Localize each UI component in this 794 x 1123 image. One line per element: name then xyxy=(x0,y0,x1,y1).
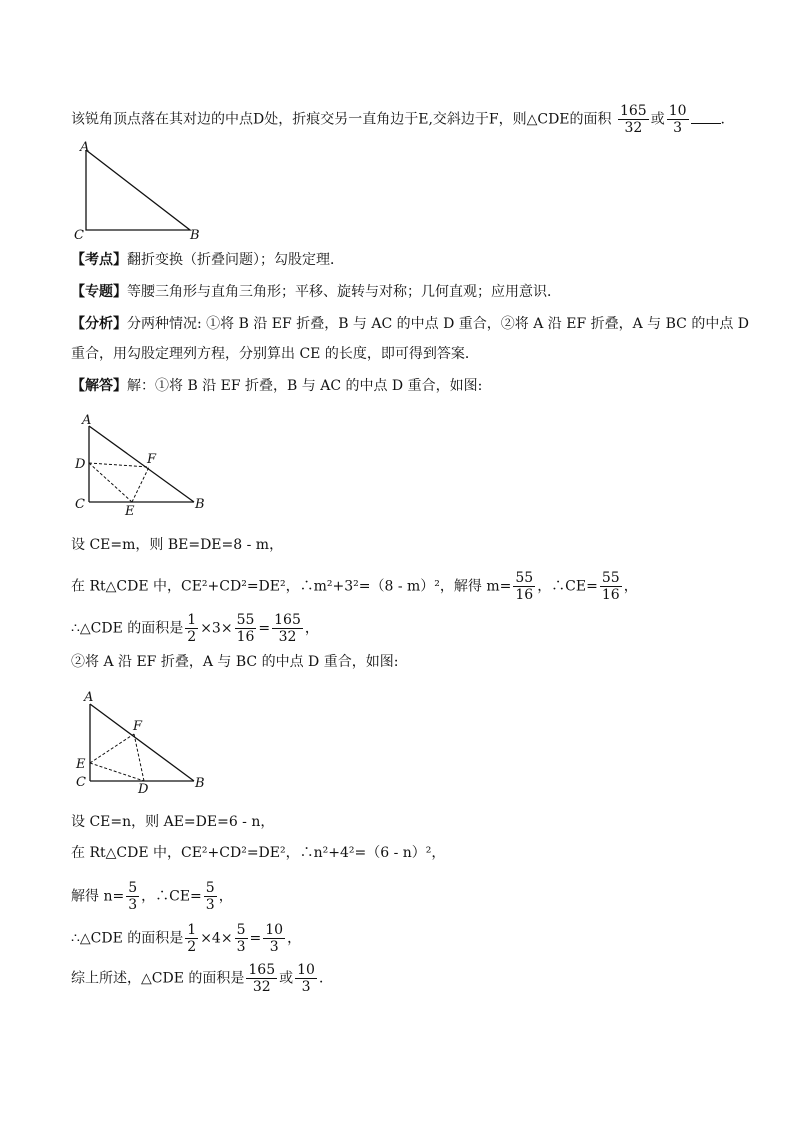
fig1-label-c: C xyxy=(74,228,84,242)
case1-line-3: ∴△CDE 的面积是 $\frac{1}{2}$ ×3× $\frac{55}{16}$ = $\frac{165}{32}$ ， xyxy=(71,612,319,645)
answer-blank xyxy=(691,109,721,124)
fenxi-tag: 【分析】 xyxy=(71,316,127,332)
summary-line: 综上所述，△CDE 的面积是 $\frac{165}{32}$ 或 $\frac{10}{3}$ ． xyxy=(71,962,333,995)
zhuanti-line xyxy=(71,282,561,302)
fig2-label-d: D xyxy=(75,457,86,472)
jieda-line xyxy=(71,376,482,396)
fenxi-line-1 xyxy=(71,314,749,334)
figure-triangle-abc xyxy=(72,140,212,242)
jieda-text: 解：①将 B 沿 EF 折叠，B 与 AC 的中点 D 重合，如图: xyxy=(127,378,483,394)
case1-ce-fraction: $\frac{55}{16}$ xyxy=(601,570,620,603)
case2-intro: ②将 A 沿 EF 折叠，A 与 BC 的中点 D 重合，如图: xyxy=(71,654,399,670)
case2-line-4: ∴△CDE 的面积是 $\frac{1}{2}$ ×4× $\frac{5}{3}$ = $\frac{10}{3}$ ， xyxy=(71,922,302,955)
answer-fraction-b: $\frac{10}{3}$ xyxy=(668,103,687,136)
fig3-label-a: A xyxy=(84,690,94,705)
answer-fraction-a: $\frac{165}{32}$ xyxy=(619,103,647,136)
fig3-label-c: C xyxy=(76,775,86,790)
fig3-label-d: D xyxy=(138,782,149,796)
zhuanti-text: 等腰三角形与直角三角形；平移、旋转与对称；几何直观；应用意识． xyxy=(127,284,561,300)
case2-line-2: 在 Rt△CDE 中，CE²+CD²=DE²，∴n²+4²=（6 - n）²， xyxy=(71,845,446,861)
fig1-label-a: A xyxy=(80,140,90,155)
fig3-label-e: E xyxy=(76,757,86,772)
zhuanti-tag: 【专题】 xyxy=(71,284,127,300)
fig2-label-f: F xyxy=(147,452,157,467)
kaodian-line xyxy=(71,250,344,270)
fig3-label-b: B xyxy=(195,776,205,791)
summary-fraction-a: $\frac{165}{32}$ xyxy=(248,962,276,995)
jieda-tag: 【解答】 xyxy=(71,378,127,394)
fig1-label-b: B xyxy=(190,228,200,242)
fenxi-text-2: 重合，用勾股定理列方程，分别算出 CE 的长度，即可得到答案． xyxy=(71,346,479,362)
case1-m-fraction: $\frac{55}{16}$ xyxy=(515,570,534,603)
figure-case2 xyxy=(72,688,212,796)
fig2-label-e: E xyxy=(125,504,135,519)
problem-line: 该锐角顶点落在其对边的中点D处，折痕交另一直角边于E,交斜边于F，则△CDE的面积 $\frac{165}{32}$ 或 $\frac{10}{3}$ . xyxy=(71,103,725,136)
case1-line-2: 在 Rt△CDE 中，CE²+CD²=DE²，∴m²+3²=（8 - m）²，解得 m= $\frac{55}{16}$ ，∴CE= $\frac{55}{16}$ ， xyxy=(71,570,638,603)
fig2-label-a: A xyxy=(82,413,92,428)
fig2-label-b: B xyxy=(195,497,205,512)
figure-case1 xyxy=(72,412,212,520)
kaodian-text: 翻折变换（折叠问题）；勾股定理． xyxy=(127,252,344,268)
case2-line-1: 设 CE=n，则 AE=DE=6 - n， xyxy=(71,814,275,830)
summary-fraction-b: $\frac{10}{3}$ xyxy=(297,962,315,995)
fenxi-line-2 xyxy=(71,344,479,364)
case1-line-1: 设 CE=m，则 BE=DE=8 - m， xyxy=(71,537,284,553)
fig3-label-f: F xyxy=(133,719,143,734)
problem-text: 该锐角顶点落在其对边的中点D处，折痕交另一直角边于E,交斜边于F，则△CDE的面积 xyxy=(71,111,612,128)
answer-or: 或 xyxy=(650,111,665,128)
case2-line-3: 解得 n= $\frac{5}{3}$ ，∴CE= $\frac{5}{3}$ ， xyxy=(71,880,233,913)
fig2-label-c: C xyxy=(75,497,85,512)
kaodian-tag: 【考点】 xyxy=(71,252,127,268)
fenxi-text-1: 分两种情况: ①将 B 沿 EF 折叠，B 与 AC 的中点 D 重合，②将 A 沿 EF 折叠，A 与 BC 的中点 D xyxy=(127,316,750,332)
